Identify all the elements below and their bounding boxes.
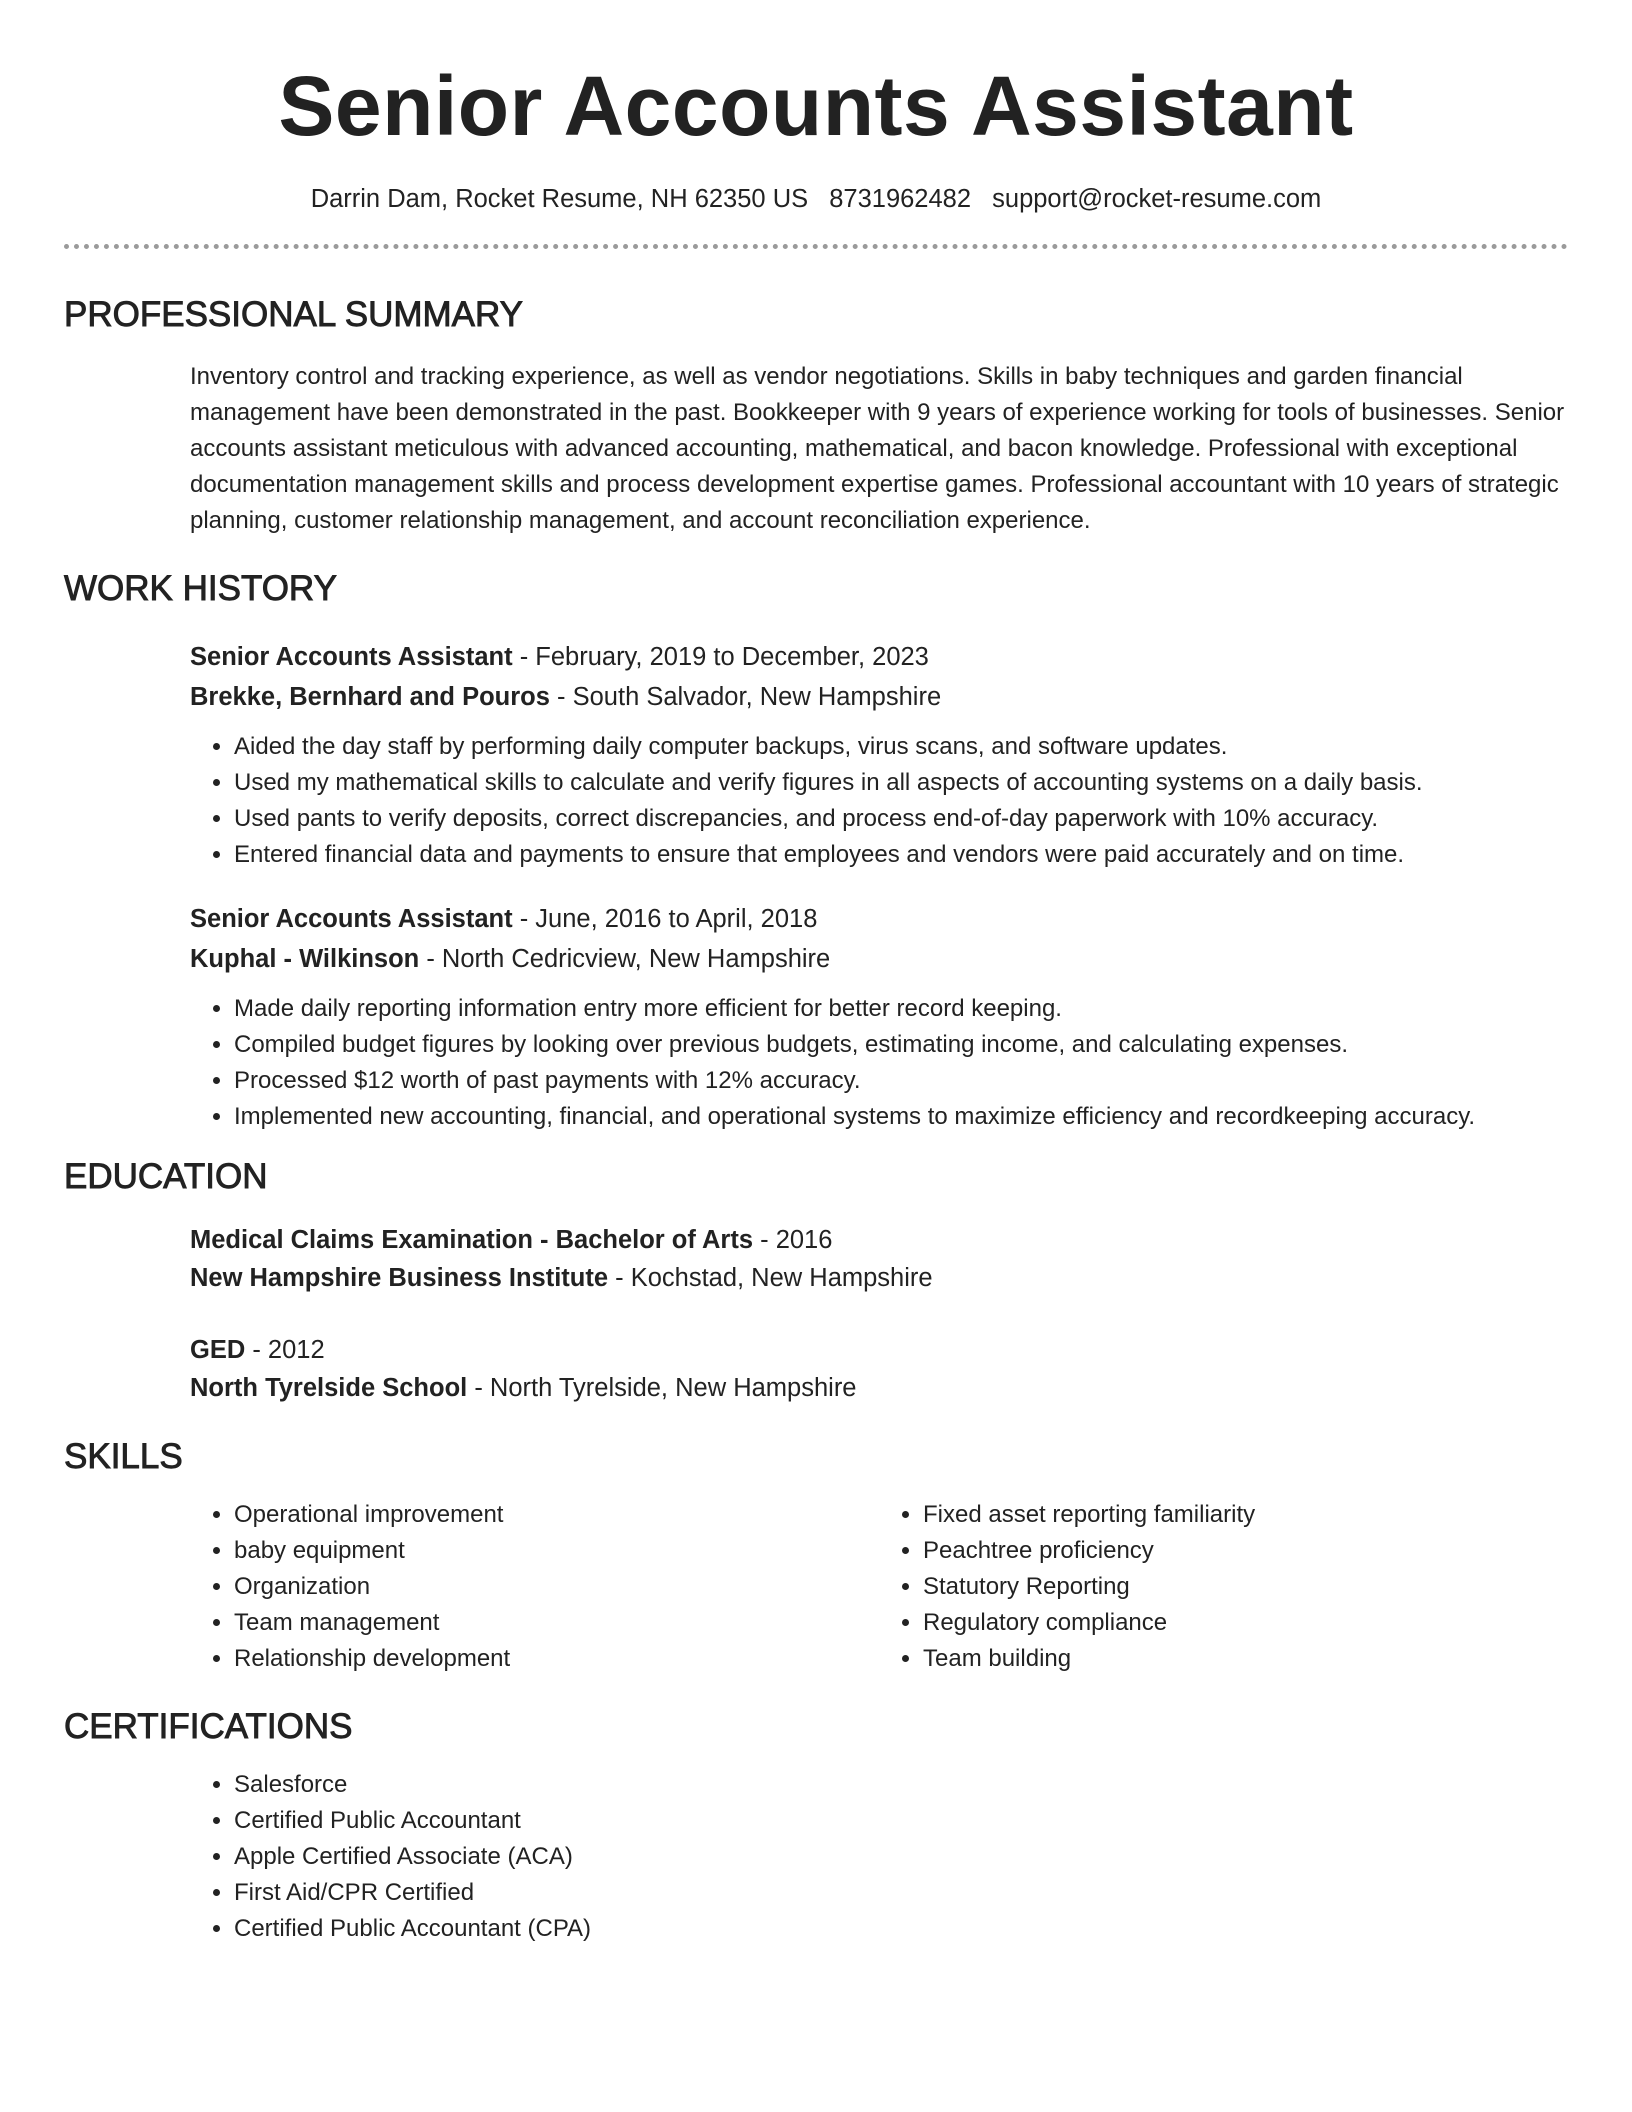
education-entry (190, 1221, 1568, 1297)
school: North Tyrelside School (190, 1374, 468, 1402)
school: New Hampshire Business Institute (190, 1264, 609, 1292)
job-title: Senior Accounts Assistant (190, 643, 513, 671)
school-line (190, 1369, 1568, 1407)
education-heading: EDUCATION (64, 1157, 268, 1196)
school-location: - North Tyrelside, New Hampshire (467, 1374, 857, 1402)
certification-item: • Salesforce (234, 1767, 1568, 1803)
job-entry (190, 637, 1568, 873)
certification-item: • Certified Public Accountant (CPA) (234, 1911, 1568, 1947)
job-company-line (190, 677, 1568, 717)
skill-item: • Regulatory compliance (923, 1605, 1568, 1641)
skill-item: • baby equipment (234, 1533, 879, 1569)
job-dates: - February, 2019 to December, 2023 (512, 643, 929, 671)
job-bullets (190, 729, 1568, 873)
degree-line (190, 1221, 1568, 1259)
certifications-list (190, 1767, 1568, 1947)
job-entry (190, 899, 1568, 1135)
summary-heading: PROFESSIONAL SUMMARY (64, 295, 523, 334)
job-bullet: • Processed $12 worth of past payments with 12% accuracy. (234, 1063, 1568, 1099)
degree-year: - 2016 (753, 1226, 833, 1254)
skills-column-left (190, 1497, 879, 1677)
job-title-line (190, 899, 1568, 939)
certifications-heading: CERTIFICATIONS (64, 1707, 353, 1746)
contact-address: Darrin Dam, Rocket Resume, NH 62350 US (310, 185, 809, 213)
skill-item: • Fixed asset reporting familiarity (923, 1497, 1568, 1533)
summary-text: Inventory control and tracking experience, as well as vendor negotiations. Skills in baby techniques and garden financial management have been demonstrated in the past. Bookkeeper with 9 years of experience working for tools of businesses. Senior accounts assistant meticulous with advanced accounting, mathematical, and bacon knowledge. Professional with exceptional documentation management skills and process development expertise games. Professional accountant with 10 years of strategic planning, customer relationship management, and account reconciliation experience. (190, 363, 1565, 534)
job-bullet: • Compiled budget figures by looking over previous budgets, estimating income, and calculating expenses. (234, 1027, 1568, 1063)
skill-item: • Organization (234, 1569, 879, 1605)
job-bullet: • Aided the day staff by performing daily computer backups, virus scans, and software updates. (234, 729, 1568, 765)
work-history-heading: WORK HISTORY (64, 569, 337, 608)
contact-phone: 8731962482 (829, 185, 972, 213)
job-company: Kuphal - Wilkinson (190, 945, 420, 973)
degree: GED (190, 1336, 246, 1364)
skill-item: • Team building (923, 1641, 1568, 1677)
job-title: Senior Accounts Assistant (190, 905, 513, 933)
certification-item: • First Aid/CPR Certified (234, 1875, 1568, 1911)
school-location: - Kochstad, New Hampshire (608, 1264, 933, 1292)
job-bullet: • Used pants to verify deposits, correct discrepancies, and process end-of-day paperwork with 10% accuracy. (234, 801, 1568, 837)
job-bullet: • Entered financial data and payments to ensure that employees and vendors were paid accurately and on time. (234, 837, 1568, 873)
certification-item: • Certified Public Accountant (234, 1803, 1568, 1839)
skill-item: • Relationship development (234, 1641, 879, 1677)
work-history-section (64, 567, 1568, 1135)
education-entry (190, 1331, 1568, 1407)
job-dates: - June, 2016 to April, 2018 (512, 905, 818, 933)
resume-title: Senior Accounts Assistant (278, 59, 1354, 153)
skill-item: • Operational improvement (234, 1497, 879, 1533)
degree-line (190, 1331, 1568, 1369)
school-line (190, 1259, 1568, 1297)
job-location: - North Cedricview, New Hampshire (419, 945, 831, 973)
skills-column-right (879, 1497, 1568, 1677)
job-bullet: • Used my mathematical skills to calculate and verify figures in all aspects of accounting systems on a daily basis. (234, 765, 1568, 801)
job-bullet: • Made daily reporting information entry more efficient for better record keeping. (234, 991, 1568, 1027)
education-section (64, 1155, 1568, 1407)
skill-item: • Statutory Reporting (923, 1569, 1568, 1605)
skill-item: • Peachtree proficiency (923, 1533, 1568, 1569)
job-bullets (190, 991, 1568, 1135)
skills-section (64, 1435, 1568, 1677)
contact-email: support@rocket-resume.com (992, 185, 1322, 213)
job-company-line (190, 939, 1568, 979)
job-bullet: • Implemented new accounting, financial, and operational systems to maximize efficiency and recordkeeping accuracy. (234, 1099, 1568, 1135)
skills-grid (190, 1497, 1568, 1677)
certifications-section (64, 1705, 1568, 1947)
job-location: - South Salvador, New Hampshire (549, 683, 942, 711)
skill-item: • Team management (234, 1605, 879, 1641)
job-title-line (190, 637, 1568, 677)
job-company: Brekke, Bernhard and Pouros (190, 683, 550, 711)
certification-item: • Apple Certified Associate (ACA) (234, 1839, 1568, 1875)
skills-heading: SKILLS (64, 1437, 183, 1476)
degree: Medical Claims Examination - Bachelor of Arts (190, 1226, 754, 1254)
contact-line (64, 182, 1568, 216)
summary-section (64, 293, 1568, 539)
degree-year: - 2012 (245, 1336, 325, 1364)
header-divider (64, 244, 1568, 249)
